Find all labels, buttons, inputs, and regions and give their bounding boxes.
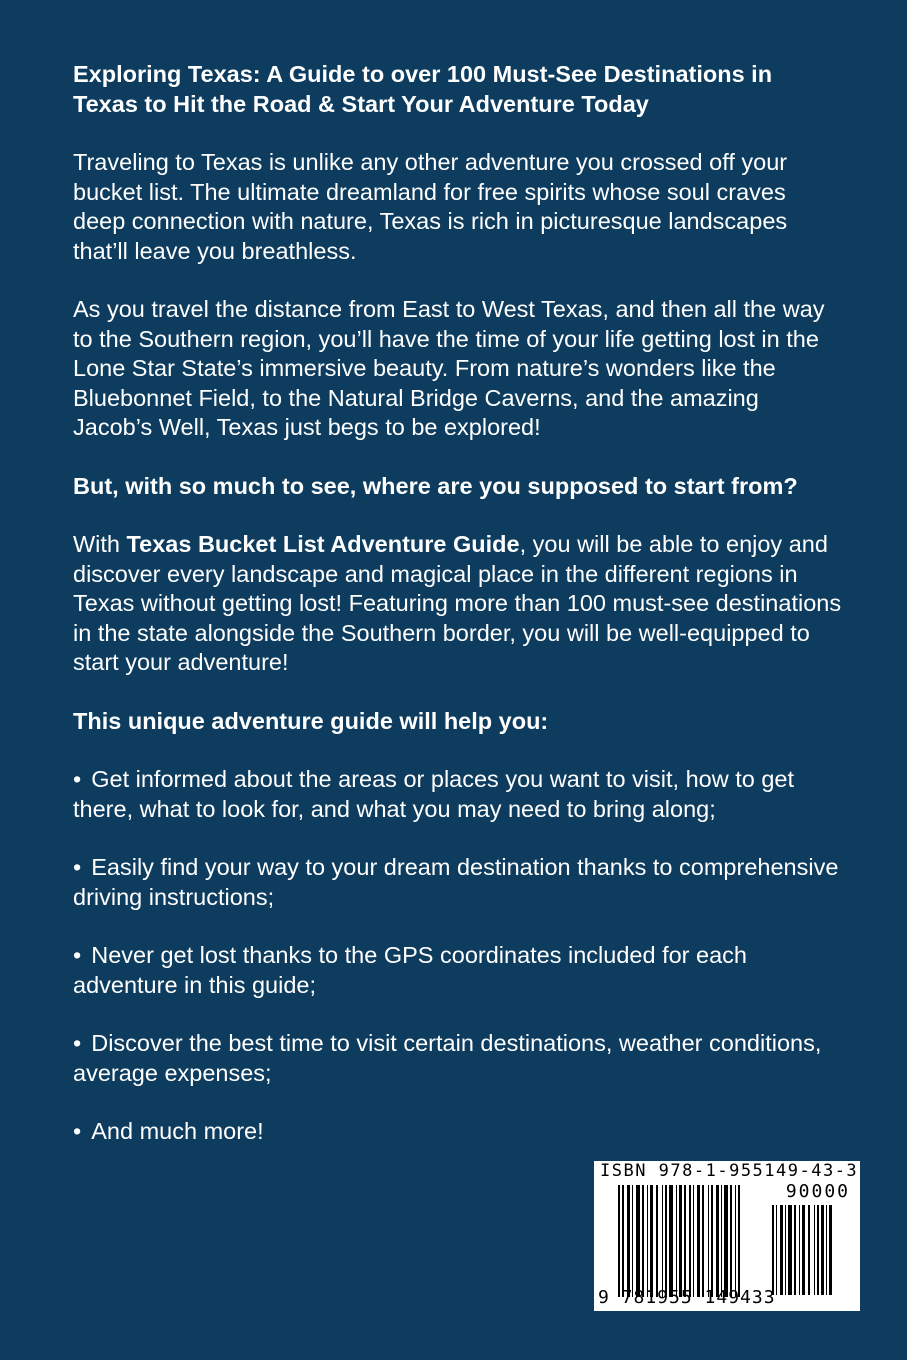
isbn-label: ISBN 978-1-955149-43-3 [600,1161,859,1181]
bullet-item [73,765,843,824]
guide-title: Texas Bucket List Adventure Guide [126,531,520,557]
book-title: Exploring Texas: A Guide to over 100 Must-See Destinations in Texas to Hit the Road & Start Your Adventure Today [73,61,773,117]
guide-suffix: , you will be able to enjoy and discover every landscape and magical place in the different regions in Texas without getting lost! Featuring more than 100 must-see destinations in the state alongside the Southern border, you will be well-equipped to start your adventure! [73,531,842,675]
barcode-bar [832,1205,834,1295]
bullet-item [73,941,843,1000]
bullet-text: Never get lost thanks to the GPS coordinates included for each adventure in this guide; [73,942,747,998]
bullet-text: And much more! [91,1118,264,1144]
bullet-icon: • [73,942,82,968]
bullet-icon: • [73,1118,82,1144]
bullet-text: Easily find your way to your dream destination thanks to comprehensive driving instructions; [73,854,839,910]
question-heading: But, with so much to see, where are you supposed to start from? [73,472,798,499]
barcode-bars-main [618,1185,766,1297]
barcode-bars-addon [772,1205,852,1295]
travel-paragraph: As you travel the distance from East to West Texas, and then all the way to the Southern region, you’ll have the time of your life getting lost in the Lone Star State’s immersive beauty. From nature’s wonders like the Bluebonnet Field, to the Natural Bridge Caverns, and the amazing Jacob’s Well, Texas just begs to be explored! [73,296,825,440]
bullet-icon: • [73,766,82,792]
bullet-icon: • [73,1030,82,1056]
guide-paragraph [73,530,843,678]
bullet-text: Get informed about the areas or places you want to visit, how to get there, what to look for, and what you may need to bring along; [73,766,795,822]
bullet-icon: • [73,854,82,880]
guide-prefix: With [73,531,127,557]
back-cover-text [73,60,843,1176]
isbn-barcode [594,1161,860,1311]
ean-number: 9 781955 149433 [598,1287,776,1308]
barcode-bar [740,1185,743,1297]
list-heading: This unique adventure guide will help you: [73,707,549,734]
bullet-text: Discover the best time to visit certain destinations, weather conditions, average expenses; [73,1030,822,1086]
bullet-item [73,1117,843,1147]
bullet-item [73,853,843,912]
intro-paragraph: Traveling to Texas is unlike any other adventure you crossed off your bucket list. The ultimate dreamland for free spirits whose soul craves deep connection with nature, Texas is rich in picturesque landscapes that’ll leave you breathless. [73,149,788,264]
price-code: 90000 [785,1181,850,1202]
bullet-item [73,1029,843,1088]
